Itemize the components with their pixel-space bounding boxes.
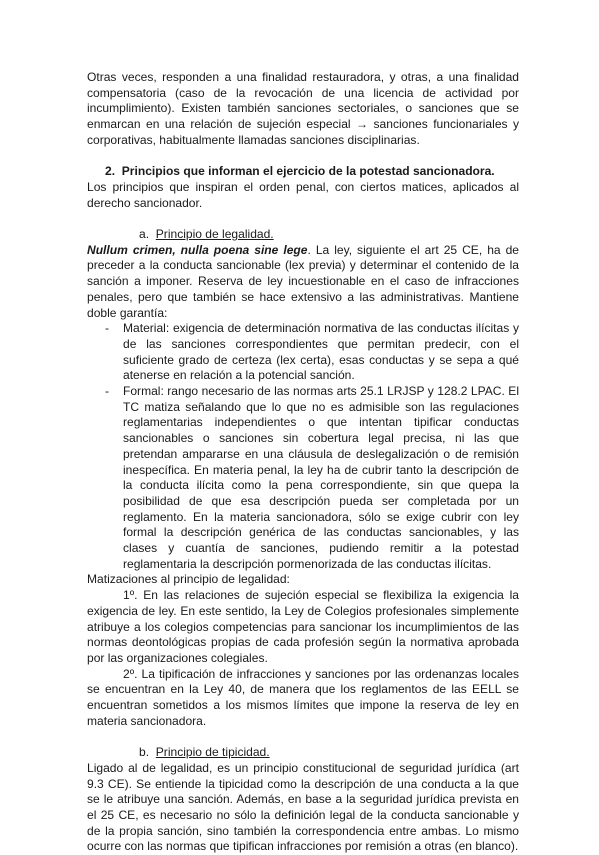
paragraph-tipicidad: Ligado al de legalidad, es un principio constitucional de seguridad jurídica (art 9.3 CE). Se entiende la tipicidad como la descripción de una conducta a la que se le atribuye una sanción. Además, en base a la seguridad jurídica prevista en el 25 CE, es necesario no sólo la definición legal de la conducta sancionable y de la propia sanción, sino también la correspondencia entre ambas. Lo mismo ocurre con las normas que tipifican infracciones por remisión a otras (en blanco).	[87, 760, 519, 854]
matizacion-2: 2º. La tipificación de infracciones y sanciones por las ordenanzas locales se encuentran en la Ley 40, de manera que los reglamentos de las EELL se encuentran sometidos a los mismos límites que impone la reserva de ley en materia sancionadora.	[87, 666, 519, 728]
subsection-title: Principio de tipicidad.	[155, 745, 270, 760]
paragraph-legalidad	[87, 243, 519, 322]
matizaciones-title: Matizaciones al principio de legalidad:	[87, 572, 290, 587]
subsection-title: Principio de legalidad.	[155, 227, 274, 241]
subsection-heading-legalidad	[87, 227, 519, 243]
paragraph-text: Otras veces, responden a una finalidad restauradora, y otras, a una finalidad compensatoria (caso de la revocación de una licencia de actividad por incumplimiento). Existen también sanciones sectoriales, o sanciones que se enmarcan en una relación de sujeción especial	[87, 70, 519, 132]
matizacion-1: 1º. En las relaciones de sujeción especial se flexibiliza la exigencia la exigencia de ley. En este sentido, la Ley de Colegios profesionales simplemente atribuye a los colegios competencias para sancionar los incumplimientos de las normas deontológicas propias de cada profesión según la normativa aprobada por las organizaciones colegiales.	[87, 588, 519, 665]
list-item-text: Formal: rango necesario de las normas arts 25.1 LRJSP y 128.2 LPAC. El TC matiza señalando que lo que no es admisible son las regulaciones reglamentarias independientes o que intentan tipificar conductas sancionables o sanciones sin cobertura legal precisa, ni las que pretendan ampararse en una cláusula de deslegalización o de remisión inespecífica. En materia penal, la ley ha de cubrir tanto la descripción de la conducta ilícita como la pena correspondiente, sin que quepa la posibilidad de que esa descripción pueda ser completada por un reglamento. En la materia sancionadora, sólo se exige cubrir con ley formal la descripción genérica de las conductas sancionables, y las clases y cuantía de sanciones, pudiendo remitir a la potestad reglamentaria la descripción pormenorizada de las conductas ilícitas.	[123, 384, 519, 571]
paragraph-sanciones	[87, 70, 519, 149]
bullet-dash: -	[105, 384, 110, 399]
latin-maxim: Nullum crimen, nulla poena sine lege	[87, 242, 308, 257]
section-number: 2.	[105, 164, 116, 179]
section-intro: Los principios que inspiran el orden penal, con ciertos matices, aplicados al derecho sancionador.	[87, 179, 519, 210]
subsection-letter: b.	[139, 745, 150, 760]
bullet-dash: -	[105, 321, 110, 336]
subsection-letter: a.	[139, 227, 150, 241]
arrow-right-icon: →	[356, 117, 369, 132]
list-item-formal	[87, 384, 519, 572]
paragraph-text-continued: sanciones funcionariales y corporativas, habitualmente llamadas sanciones disciplinarias.	[87, 117, 519, 147]
section-heading	[87, 164, 519, 180]
section-title: Principios que informan el ejercicio de la potestad sancionadora.	[121, 164, 495, 179]
subsection-heading-tipicidad	[87, 745, 519, 761]
list-item-material	[87, 321, 519, 384]
list-item-text: Material: exigencia de determinación normativa de las conductas ilícitas y de las sanciones correspondientes que permitan predecir, con el suficiente grado de certeza (lex certa), esas conductas y se sepa a qué atenerse en relación a la potencial sanción.	[123, 321, 519, 383]
paragraph-text: . La ley, siguiente el art 25 CE, ha de preceder a la conducta sancionable (lex previa) y determinar el contenido de la sanción a imponer. Reserva de ley incuestionable en el caso de infracciones penales, pero que también se hace extensivo a las administrativas. Mantiene doble garantía:	[87, 242, 519, 320]
